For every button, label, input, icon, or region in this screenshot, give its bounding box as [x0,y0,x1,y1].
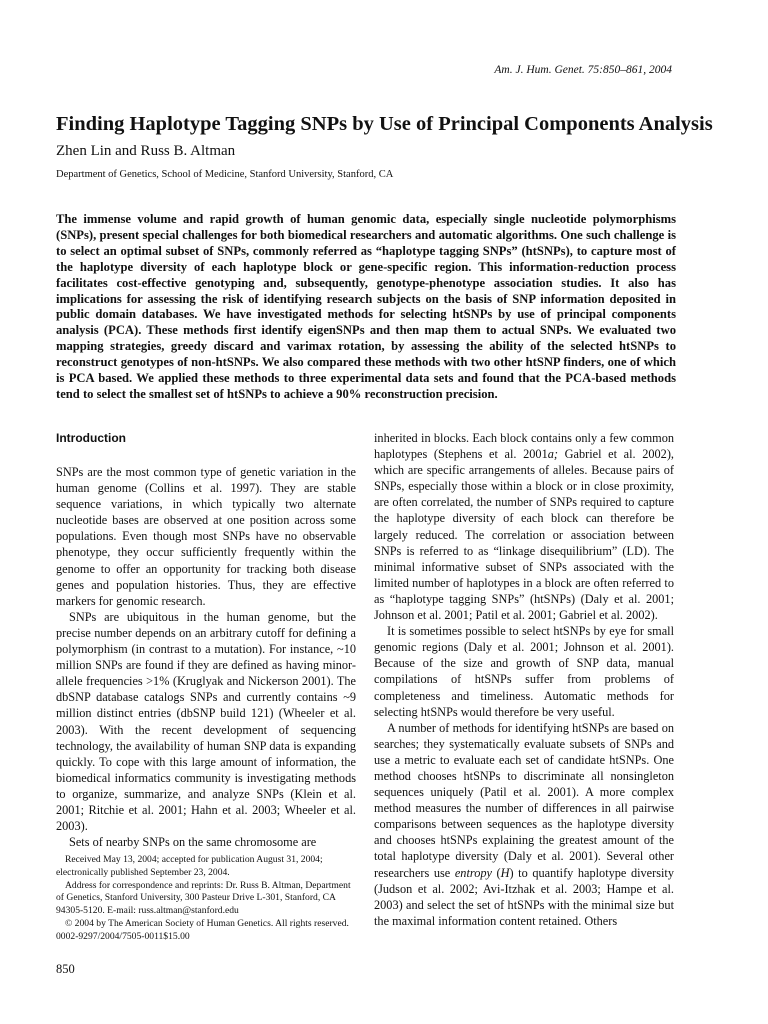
abstract: The immense volume and rapid growth of human genomic data, especially single nucleotide polymorphisms (SNPs), present special challenges for both biomedical researchers and automatic algorithms. One such challenge is to select an optimal subset of SNPs, commonly referred as “haplotype tagging SNPs” (htSNPs), to capture most of the haplotype diversity of each haplotype block or gene-specific region. This information-reduction process facilitates cost-effective genotyping and, subsequently, genotype-phenotype association studies. It also has implications for assessing the risk of identifying research subjects on the basis of SNP information deposited in public domain databases. We have investigated methods for selecting htSNPs by use of principal components analysis (PCA). These methods first identify eigenSNPs and then map them to actual SNPs. We evaluated two mapping strategies, greedy discard and varimax rotation, by assessing the ability of the selected htSNPs to reconstruct genotypes of non-htSNPs. We also compared these methods with two other htSNP finders, one of which is PCA based. We applied these methods to three experimental data sets and found that the PCA-based methods tend to select the smallest set of htSNPs to achieve a 90% reconstruction precision. [56,212,676,401]
paragraph: SNPs are ubiquitous in the human genome, but the precise number depends on an arbitrary cutoff for defining a polymorphism (in contrast to a mutation). For instance, ~10 million SNPs are found if they are defined as having minor-allele frequencies >1% (Kruglyak and Nickerson 2001). The dbSNP database catalogs SNPs and currently contains ~9 million distinct entries (dbSNP build 121) (Wheeler et al. 2003). With the recent development of sequencing technology, the availability of human SNP data is expanding quickly. To cope with this large amount of information, the biomedical informatics community is investigating methods to organize, summarize, and analyze SNPs (Klein et al. 2001; Ritchie et al. 2001; Hahn et al. 2003; Wheeler et al. 2003). [56,609,356,834]
text-run: ) to quantify haplotype diversity (Judson et al. 2002; Avi-Itzhak et al. 2003; Hampe et al. 2003) and select the set of htSNPs with the minimal size but the maximal information content retained. Others [374,865,674,928]
footnote-issn: 0002-9297/2004/7505-0011$15.00 [56,930,190,942]
section-heading-introduction: Introduction [56,431,126,445]
text-run: Gabriel et al. 2002), which are specific arrangements of alleles. Because pairs of SNPs, especially those within a block or in close proximity, are often correlated, the number of SNPs required to capture the haplotype diversity of each block can therefore be largely reduced. The correlation or association between SNPs is referred to as “linkage disequilibrium” (LD). The minimal informative subset of SNPs associated with the limited number of haplotypes in a block are often referred to as “haplotype tagging SNPs” (htSNPs) (Daly et al. 2001; Johnson et al. 2001; Patil et al. 2001; Gabriel et al. 2002). [374,447,674,623]
authors: Zhen Lin and Russ B. Altman [56,143,236,159]
paragraph: Sets of nearby SNPs on the same chromosome are [69,835,317,850]
footnote-copyright: © 2004 by The American Society of Human Genetics. All rights reserved. [65,917,349,929]
page-number: 850 [56,962,75,976]
text-run: inherited in blocks. Each block contains only a few common haplotypes (Stephens et al. 2001 [374,431,674,462]
paragraph: SNPs are the most common type of genetic variation in the human genome (Collins et al. 1997). They are stable sequence variations, in which typically two alternate nucleotide bases are observed at one position across some populations. Even though most SNPs have no observable phenotype, they occur sufficiently frequently within the genome to offer an opportunity for tracking both disease genes and population histories. Thus, they are effective markers for genomic research. [56,465,356,608]
footnote-address: Address for correspondence and reprints: Dr. Russ B. Altman, Department of Genetics, Stanford University, 300 Pasteur Drive L-301, Stanford, CA 94305-5120. E-mail: russ.altman@stanford.edu [56,879,351,917]
paragraph [374,720,674,929]
left-column [56,430,356,850]
footnote [56,854,356,944]
italic-text: a; [547,447,558,462]
right-column [374,430,674,929]
text-run: A number of methods for identifying htSNPs are based on searches; they systematically evaluate subsets of SNPs and use a metric to evaluate each set of candidate htSNPs. One method chooses htSNPs to discriminate all nonsingleton sequences uniquely (Patil et al. 2001). A more complex method measures the number of differences in all pairwise comparisons between sequences as the haplotype diversity and chooses htSNPs explaining the greatest amount of the total haplotype diversity (Daly et al. 2001). Several other researchers use [374,720,674,880]
footnote-received: Received May 13, 2004; accepted for publication August 31, 2004; electronically published September 23, 2004. [56,854,323,878]
article-title: Finding Haplotype Tagging SNPs by Use of Principal Components Analysis [56,113,713,135]
running-head: Am. J. Hum. Genet. 75:850–861, 2004 [494,64,672,76]
paragraph [374,430,674,623]
affiliation: Department of Genetics, School of Medicine, Stanford University, Stanford, CA [56,169,394,180]
text-run: ( [491,865,501,880]
italic-text: H [500,865,510,880]
italic-text: entropy [454,865,492,880]
paragraph: It is sometimes possible to select htSNPs by eye for small genomic regions (Daly et al. 2001; Johnson et al. 2001). Because of the size and growth of SNP data, manual compilations of htSNPs suffer from problems of completeness and timeliness. Automatic methods for selecting htSNPs would therefore be very useful. [374,624,674,719]
